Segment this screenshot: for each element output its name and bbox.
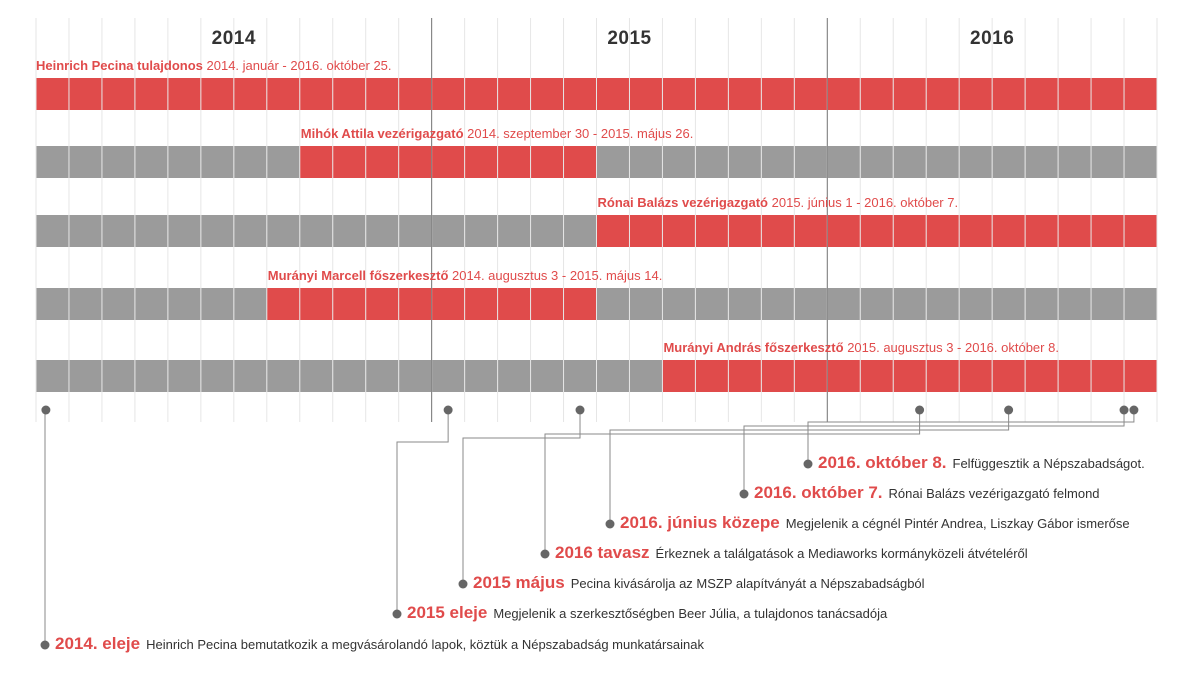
- bar-label: [36, 58, 392, 73]
- bar-period: 2014. január - 2016. október 25.: [206, 58, 392, 73]
- bar-period: 2014. szeptember 30 - 2015. május 26.: [467, 126, 694, 141]
- event-row: [555, 543, 1028, 563]
- bar-label: [268, 268, 663, 283]
- event-row: [407, 603, 887, 623]
- bar-label: [598, 195, 959, 210]
- bar-period: 2014. augusztus 3 - 2015. május 14.: [452, 268, 663, 283]
- bar-name: Heinrich Pecina tulajdonos: [36, 58, 203, 73]
- year-label: 2015: [607, 28, 652, 49]
- bar-name: Murányi András főszerkesztő: [663, 340, 844, 355]
- bar-period: 2015. augusztus 3 - 2016. október 8.: [847, 340, 1059, 355]
- event-date: 2015 eleje: [407, 603, 488, 622]
- year-label: 2016: [970, 28, 1015, 49]
- bar-period: 2015. június 1 - 2016. október 7.: [771, 195, 959, 210]
- event-date: 2016. október 7.: [754, 483, 883, 502]
- event-text: Megjelenik a cégnél Pintér Andrea, Liszkay Gábor ismerőse: [785, 516, 1130, 531]
- event-date: 2016 tavasz: [555, 543, 650, 562]
- event-text: Megjelenik a szerkesztőségben Beer Júlia, a tulajdonos tanácsadója: [493, 606, 888, 621]
- event-date: 2016. október 8.: [818, 453, 947, 472]
- bar-label: [663, 340, 1059, 355]
- event-row: [818, 453, 1145, 473]
- bar-name: Murányi Marcell főszerkesztő: [267, 268, 449, 283]
- bar-label: [301, 126, 694, 141]
- event-date: 2015 május: [473, 573, 565, 592]
- event-text: Pecina kivásárolja az MSZP alapítványát a Népszabadságból: [570, 576, 925, 591]
- event-text: Érkeznek a találgatások a Mediaworks kormányközeli átvételéről: [655, 546, 1028, 561]
- bar-name: Rónai Balázs vezérigazgató: [597, 195, 768, 210]
- event-row: [55, 634, 704, 654]
- event-date: 2014. eleje: [55, 634, 141, 653]
- event-text: Heinrich Pecina bemutatkozik a megvásárolandó lapok, köztük a Népszabadság munkatársainak: [146, 637, 704, 652]
- event-row: [620, 513, 1130, 533]
- bar-name: Mihók Attila vezérigazgató: [300, 126, 464, 141]
- event-date: 2016. június közepe: [620, 513, 780, 532]
- event-row: [473, 573, 925, 593]
- event-text: Rónai Balázs vezérigazgató felmond: [888, 486, 1100, 501]
- year-label: 2014: [211, 28, 256, 49]
- event-text: Felfüggesztik a Népszabadságot.: [952, 456, 1145, 471]
- event-row: [754, 483, 1100, 503]
